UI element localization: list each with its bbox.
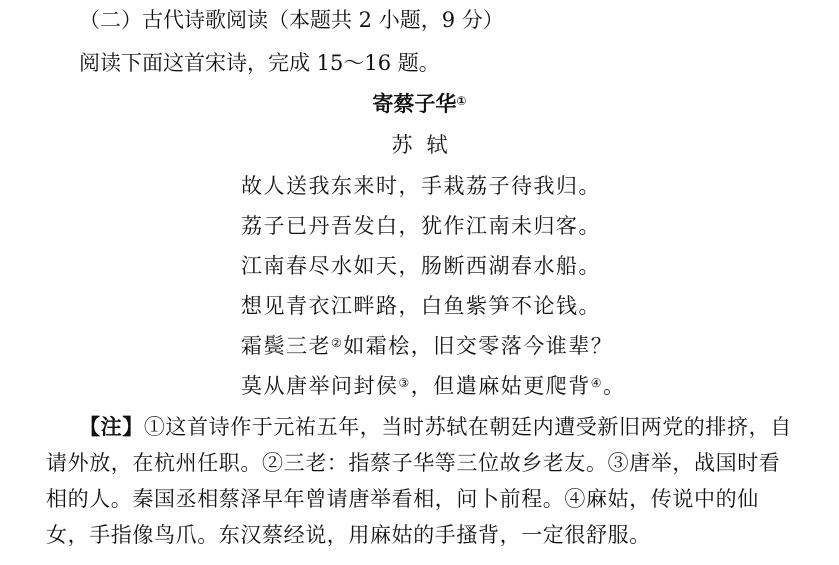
footnote-marker-4: ④: [590, 376, 604, 390]
poem-title-text: 寄蔡子华: [372, 92, 457, 116]
poem-line-6-part-3: 。: [603, 374, 626, 398]
poem-line-3: 江南春尽水如天，肠断西湖春水船。: [241, 254, 601, 278]
section-heading: （二）古代诗歌阅读（本题共 2 小题，9 分）: [79, 8, 504, 32]
note-line-2: 请外放，在杭州任职。②三老：指蔡子华等三位故乡老友。③唐举，战国时看: [46, 451, 781, 475]
poem-title: [0, 90, 839, 118]
poem-line-6: [241, 372, 626, 400]
poem-line-4: 想见青衣江畔路，白鱼紫笋不论钱。: [241, 294, 601, 318]
poem-author: 苏轼: [391, 133, 462, 157]
poem-line-1: 故人送我东来时，手栽荔子待我归。: [241, 174, 601, 198]
note-line-3: 相的人。秦国丞相蔡泽早年曾请唐举看相，问卜前程。④麻姑，传说中的仙: [46, 487, 759, 511]
poem-line-2: 荔子已丹吾发白，犹作江南未归客。: [241, 214, 601, 238]
notes-section: [46, 409, 827, 553]
footnote-marker-1: ①: [456, 94, 467, 108]
poem-line-5-part-2: 如霜桧，旧交零落今谁辈？: [343, 334, 614, 358]
footnote-marker-2: ②: [331, 336, 344, 350]
instruction-text: 阅读下面这首宋诗，完成 15～16 题。: [79, 51, 440, 75]
notes-label: 【注】: [79, 415, 144, 439]
note-line-4: 女，手指像鸟爪。东汉蔡经说，用麻姑的手搔背，一定很舒服。: [46, 523, 651, 547]
note-line-1: [79, 409, 827, 445]
note-line-1-text: ①这首诗作于元祐五年，当时苏轼在朝廷内遭受新旧两党的排挤，自: [143, 415, 792, 439]
poem-line-5: [241, 332, 613, 360]
poem-line-6-part-1: 莫从唐举问封侯: [241, 374, 399, 398]
footnote-marker-3: ③: [398, 376, 411, 390]
poem-line-5-part-1: 霜鬓三老: [241, 334, 331, 358]
poem-line-6-part-2: ，但遣麻姑更爬背: [410, 374, 591, 398]
